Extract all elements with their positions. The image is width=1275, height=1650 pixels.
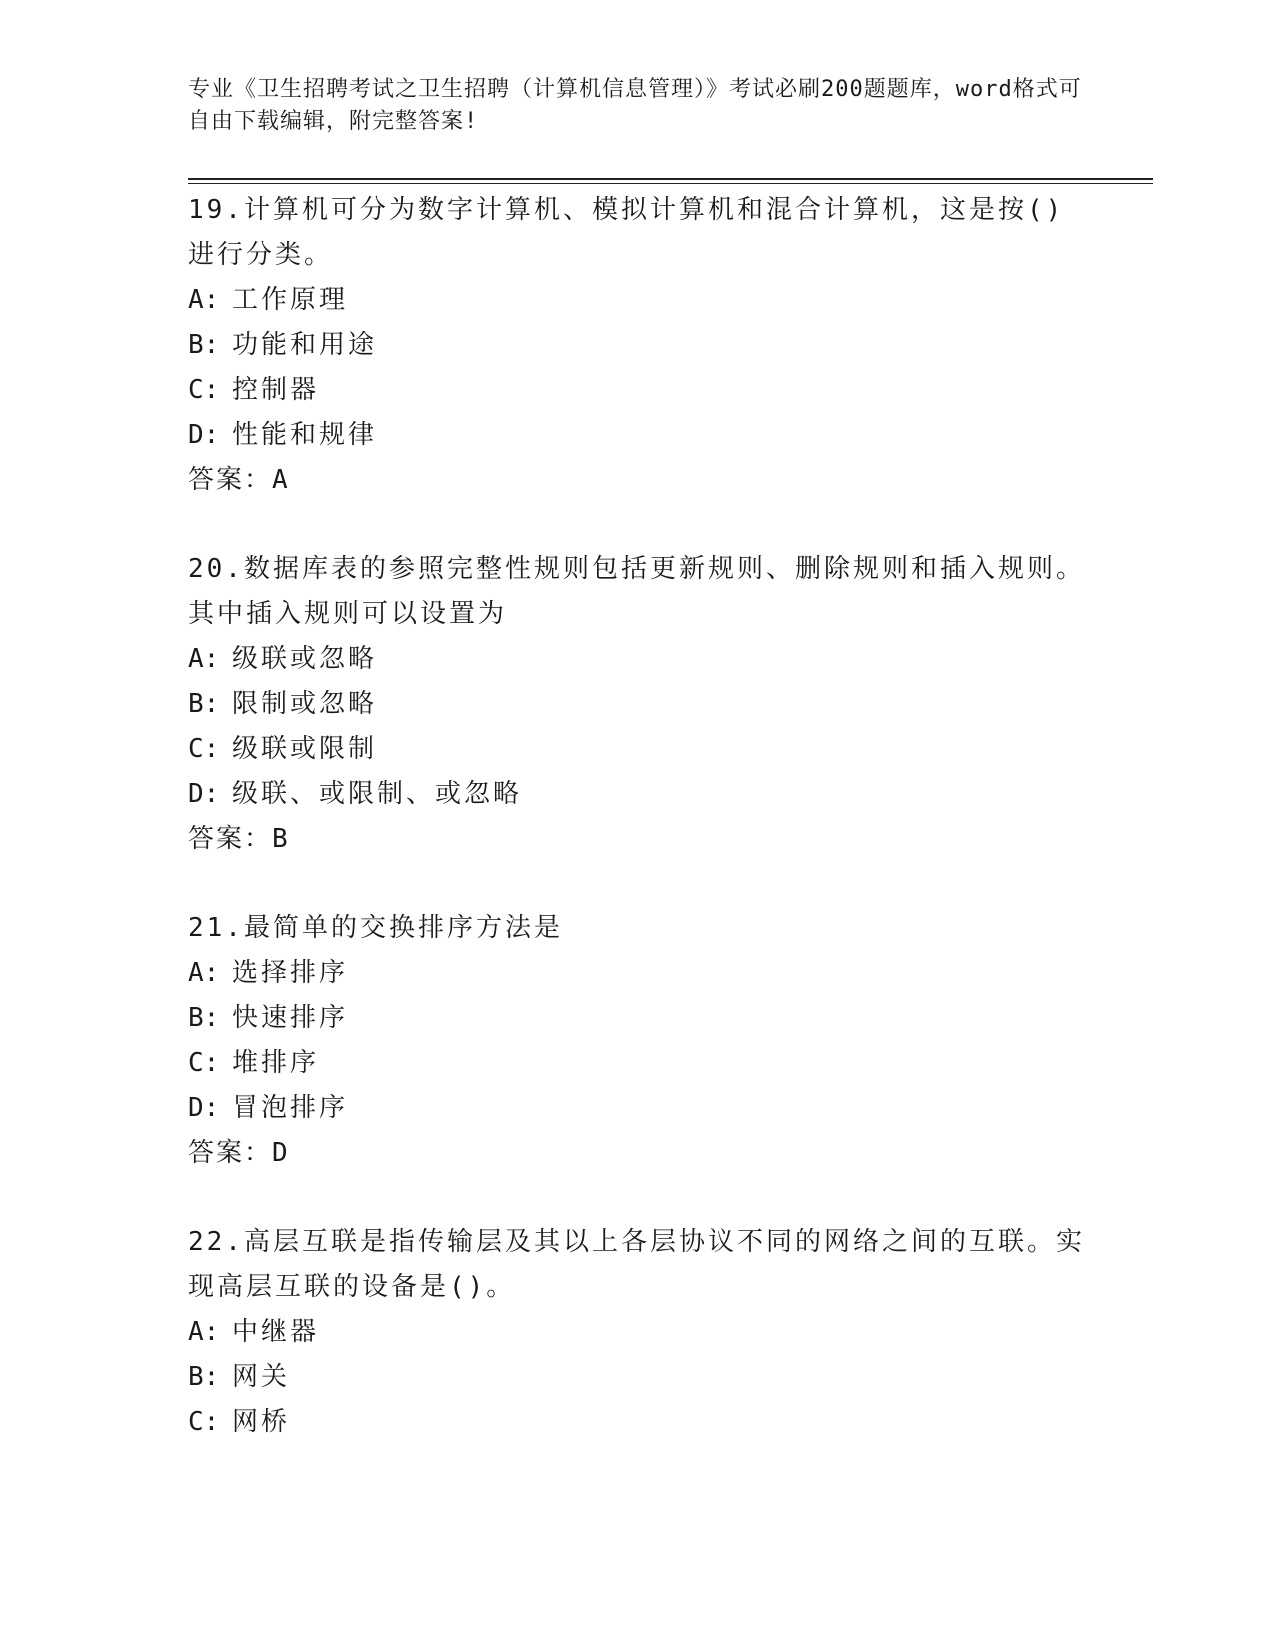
option-c — [188, 727, 1088, 772]
option-a — [188, 1310, 1088, 1355]
option-letter: D: — [188, 420, 220, 450]
option-d — [188, 772, 1088, 817]
option-c — [188, 1400, 1088, 1445]
option-text: 功能和用途 — [232, 330, 378, 360]
option-letter: C: — [188, 1048, 220, 1078]
answer-line: 答案：B — [188, 824, 290, 854]
question-text: 21.最简单的交换排序方法是 — [188, 913, 563, 943]
option-letter: B: — [188, 330, 220, 360]
option-letter: C: — [188, 375, 220, 405]
option-text: 网关 — [232, 1362, 291, 1392]
header-divider-thin — [188, 183, 1153, 184]
option-text: 工作原理 — [232, 285, 349, 315]
question-22 — [188, 1220, 1088, 1445]
option-c — [188, 1041, 1088, 1086]
answer-line: 答案：D — [188, 1138, 290, 1168]
answer-line: 答案：A — [188, 465, 290, 495]
question-20 — [188, 547, 1088, 862]
option-letter: A: — [188, 958, 220, 988]
option-b — [188, 1355, 1088, 1400]
option-text: 限制或忽略 — [232, 689, 378, 719]
option-d — [188, 413, 1088, 458]
option-letter: A: — [188, 285, 220, 315]
option-a — [188, 951, 1088, 996]
question-text: 20.数据库表的参照完整性规则包括更新规则、删除规则和插入规则。其中插入规则可以设置为 — [188, 554, 1085, 629]
option-text: 控制器 — [232, 375, 320, 405]
option-b — [188, 996, 1088, 1041]
option-text: 网桥 — [232, 1407, 291, 1437]
option-d — [188, 1086, 1088, 1131]
option-text: 快速排序 — [232, 1003, 349, 1033]
option-letter: D: — [188, 779, 220, 809]
option-text: 中继器 — [232, 1317, 320, 1347]
question-text: 22.高层互联是指传输层及其以上各层协议不同的网络之间的互联。实现高层互联的设备是()。 — [188, 1227, 1085, 1302]
option-b — [188, 682, 1088, 727]
option-letter: A: — [188, 1317, 220, 1347]
option-text: 级联、或限制、或忽略 — [232, 779, 523, 809]
question-19 — [188, 188, 1088, 503]
option-c — [188, 368, 1088, 413]
option-letter: C: — [188, 1407, 220, 1437]
question-text: 19.计算机可分为数字计算机、模拟计算机和混合计算机，这是按()进行分类。 — [188, 195, 1065, 270]
option-text: 级联或限制 — [232, 734, 378, 764]
option-a — [188, 637, 1088, 682]
option-letter: B: — [188, 689, 220, 719]
option-text: 级联或忽略 — [232, 644, 378, 674]
option-text: 冒泡排序 — [232, 1093, 349, 1123]
option-text: 堆排序 — [232, 1048, 320, 1078]
option-letter: B: — [188, 1003, 220, 1033]
option-text: 性能和规律 — [232, 420, 378, 450]
question-list — [188, 188, 1088, 1489]
document-header: 专业《卫生招聘考试之卫生招聘（计算机信息管理）》考试必刷200题题库，word格式可自由下载编辑，附完整答案! — [188, 77, 1082, 134]
option-letter: C: — [188, 734, 220, 764]
option-letter: B: — [188, 1362, 220, 1392]
option-letter: D: — [188, 1093, 220, 1123]
option-letter: A: — [188, 644, 220, 674]
option-a — [188, 278, 1088, 323]
question-21 — [188, 906, 1088, 1176]
option-b — [188, 323, 1088, 368]
option-text: 选择排序 — [232, 958, 349, 988]
header-divider-thick — [188, 178, 1153, 180]
